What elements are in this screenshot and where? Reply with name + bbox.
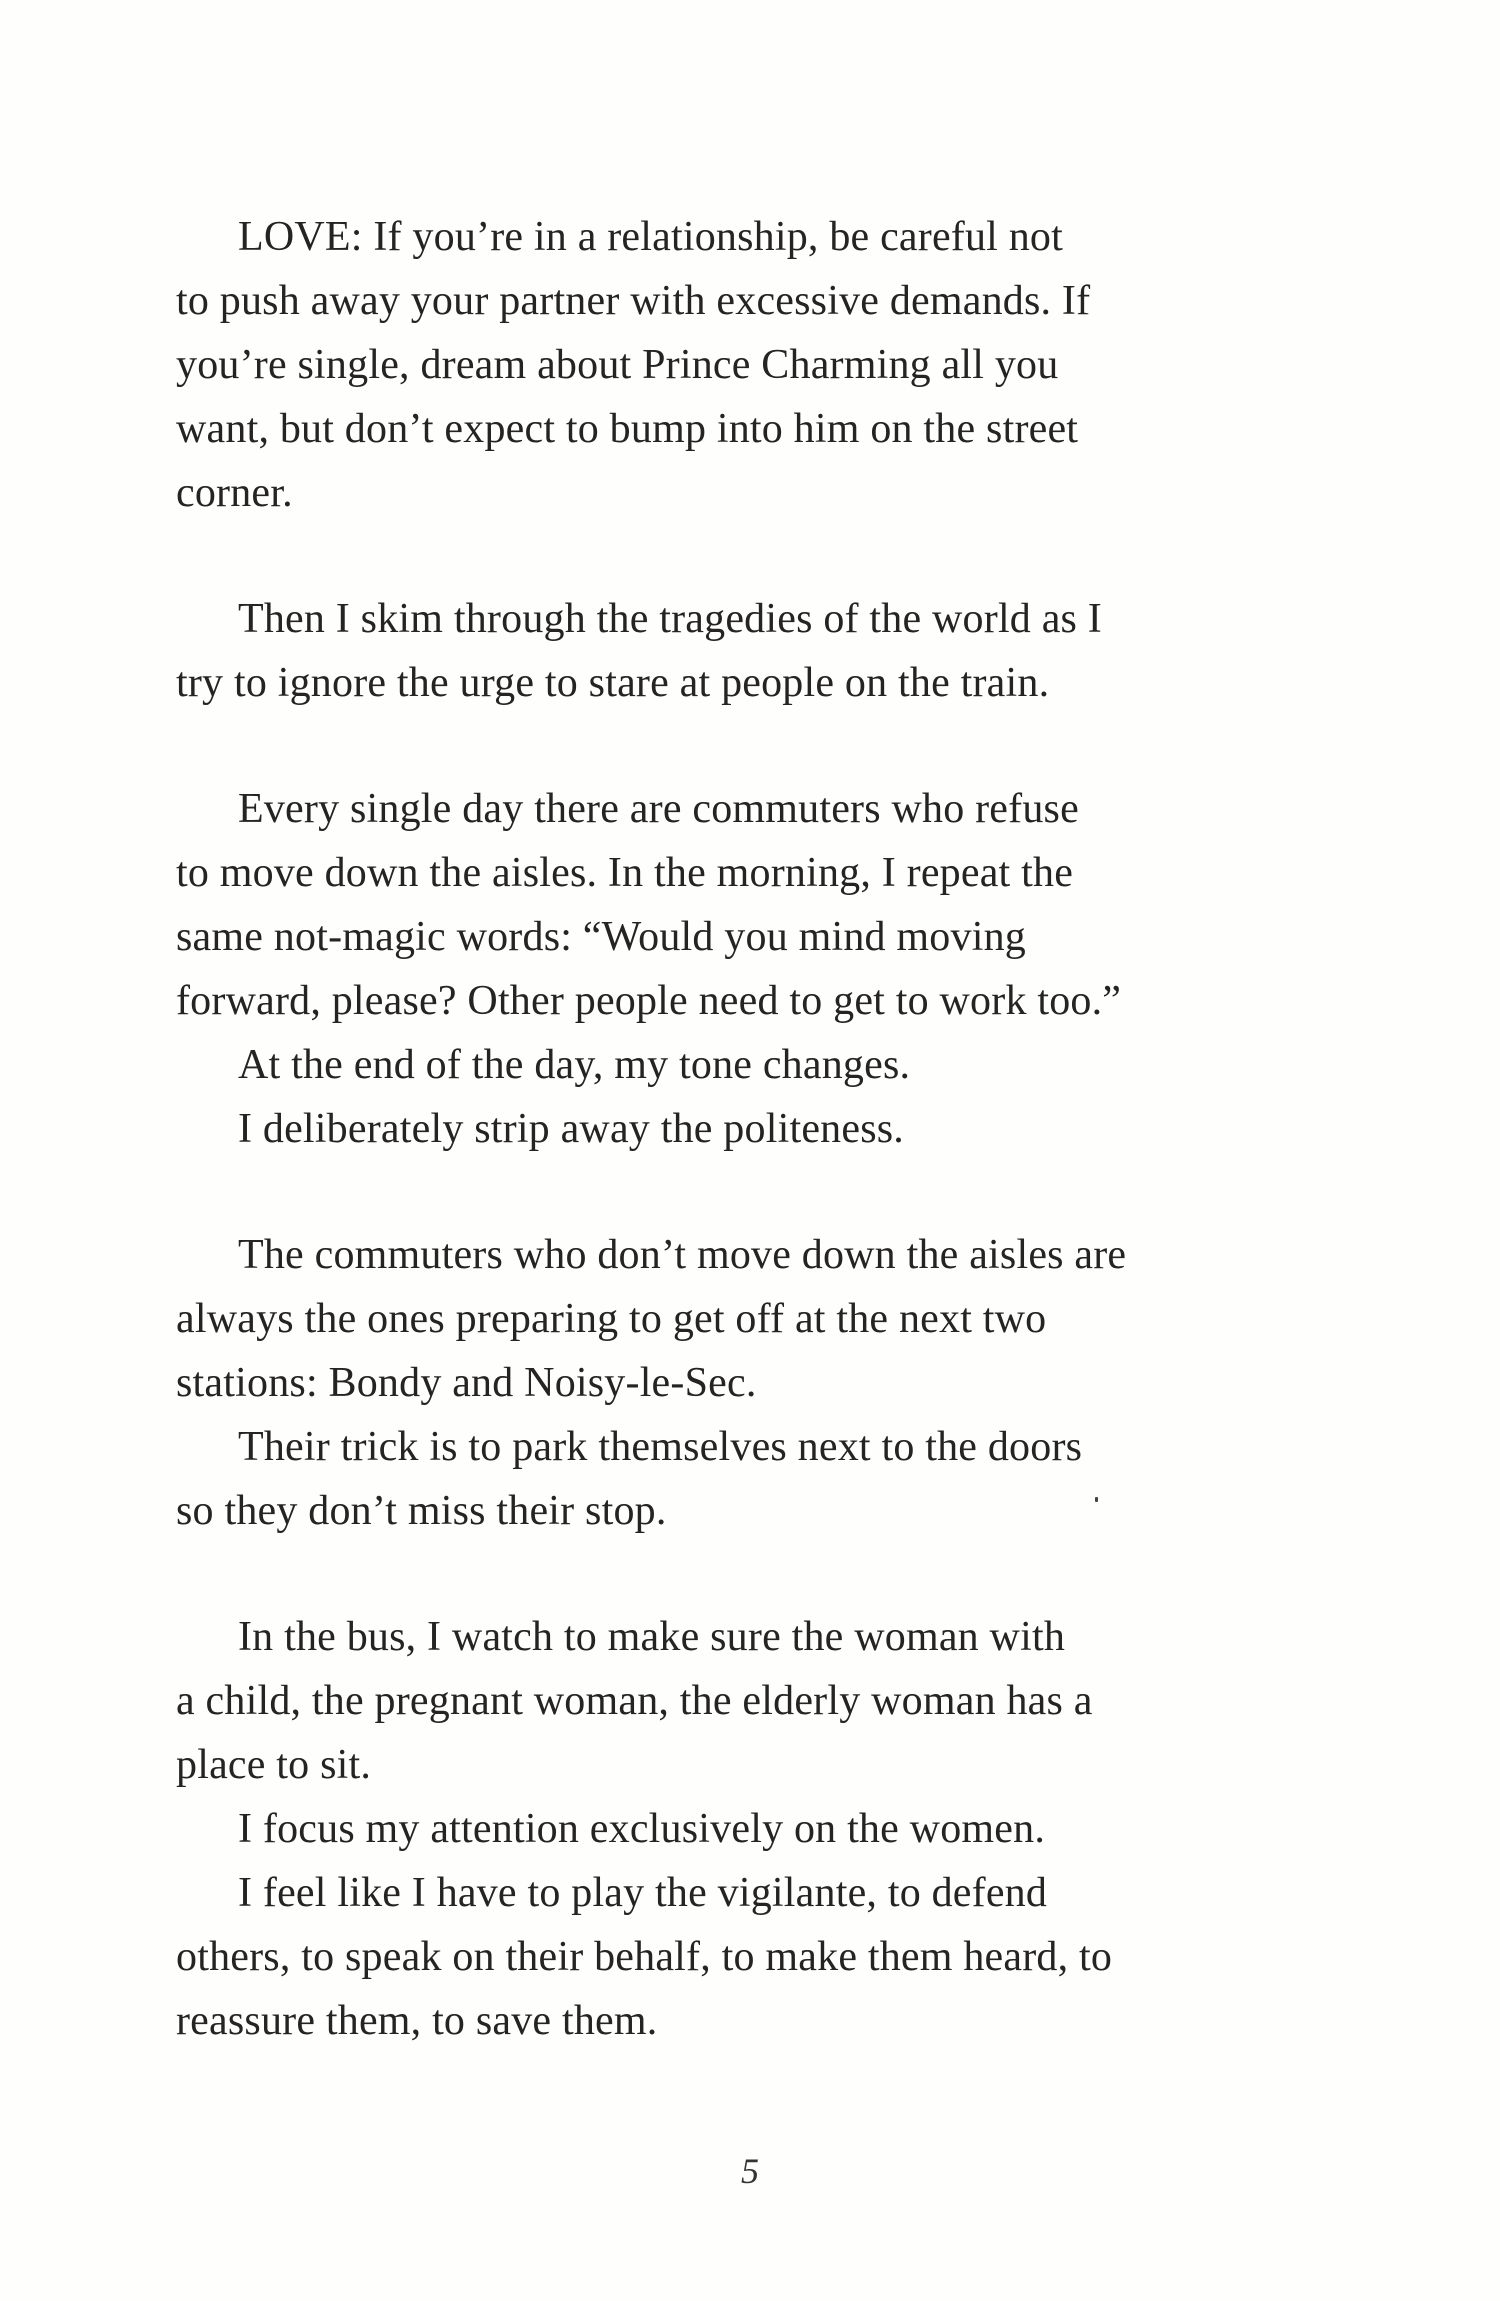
paragraph-gap: [176, 715, 1256, 777]
text-line: a child, the pregnant woman, the elderly woman has a: [176, 1678, 1093, 1724]
text-line: I focus my attention exclusively on the women.: [238, 1806, 1046, 1852]
text-line: In the bus, I watch to make sure the woman with: [238, 1614, 1066, 1660]
text-line: stations: Bondy and Noisy-le-Sec.: [176, 1360, 757, 1406]
text-line: I deliberately strip away the politeness.: [238, 1106, 904, 1152]
text-line: to push away your partner with excessive demands. If: [176, 278, 1091, 324]
paragraph-gap: [176, 525, 1256, 587]
text-line: At the end of the day, my tone changes.: [238, 1042, 911, 1088]
text-line: try to ignore the urge to stare at people on the train.: [176, 660, 1050, 706]
text-line: The commuters who don’t move down the aisles are: [238, 1232, 1127, 1278]
text-line: Then I skim through the tragedies of the world as I: [238, 596, 1102, 642]
text-line: others, to speak on their behalf, to make them heard, to: [176, 1934, 1113, 1980]
body-text: [176, 205, 1256, 2053]
text-line: reassure them, to save them.: [176, 1998, 658, 2044]
scan-speck: [1095, 1497, 1098, 1502]
text-line: place to sit.: [176, 1742, 372, 1788]
text-line: corner.: [176, 470, 293, 516]
text-line: to move down the aisles. In the morning, I repeat the: [176, 850, 1074, 896]
text-line: same not-magic words: “Would you mind moving: [176, 914, 1026, 960]
text-line: Their trick is to park themselves next to the doors: [238, 1424, 1083, 1470]
paragraph-gap: [176, 1543, 1256, 1605]
text-line: so they don’t miss their stop.: [176, 1488, 667, 1534]
text-line: LOVE: If you’re in a relationship, be careful not: [238, 214, 1064, 260]
text-line: I feel like I have to play the vigilante, to defend: [238, 1870, 1048, 1916]
text-line: always the ones preparing to get off at the next two: [176, 1296, 1047, 1342]
text-line: Every single day there are commuters who refuse: [238, 786, 1079, 832]
text-line: you’re single, dream about Prince Charming all you: [176, 342, 1059, 388]
paragraph-gap: [176, 1161, 1256, 1223]
text-line: forward, please? Other people need to get to work too.”: [176, 978, 1122, 1024]
page-number: 5: [741, 2151, 759, 2191]
text-line: want, but don’t expect to bump into him on the street: [176, 406, 1079, 452]
